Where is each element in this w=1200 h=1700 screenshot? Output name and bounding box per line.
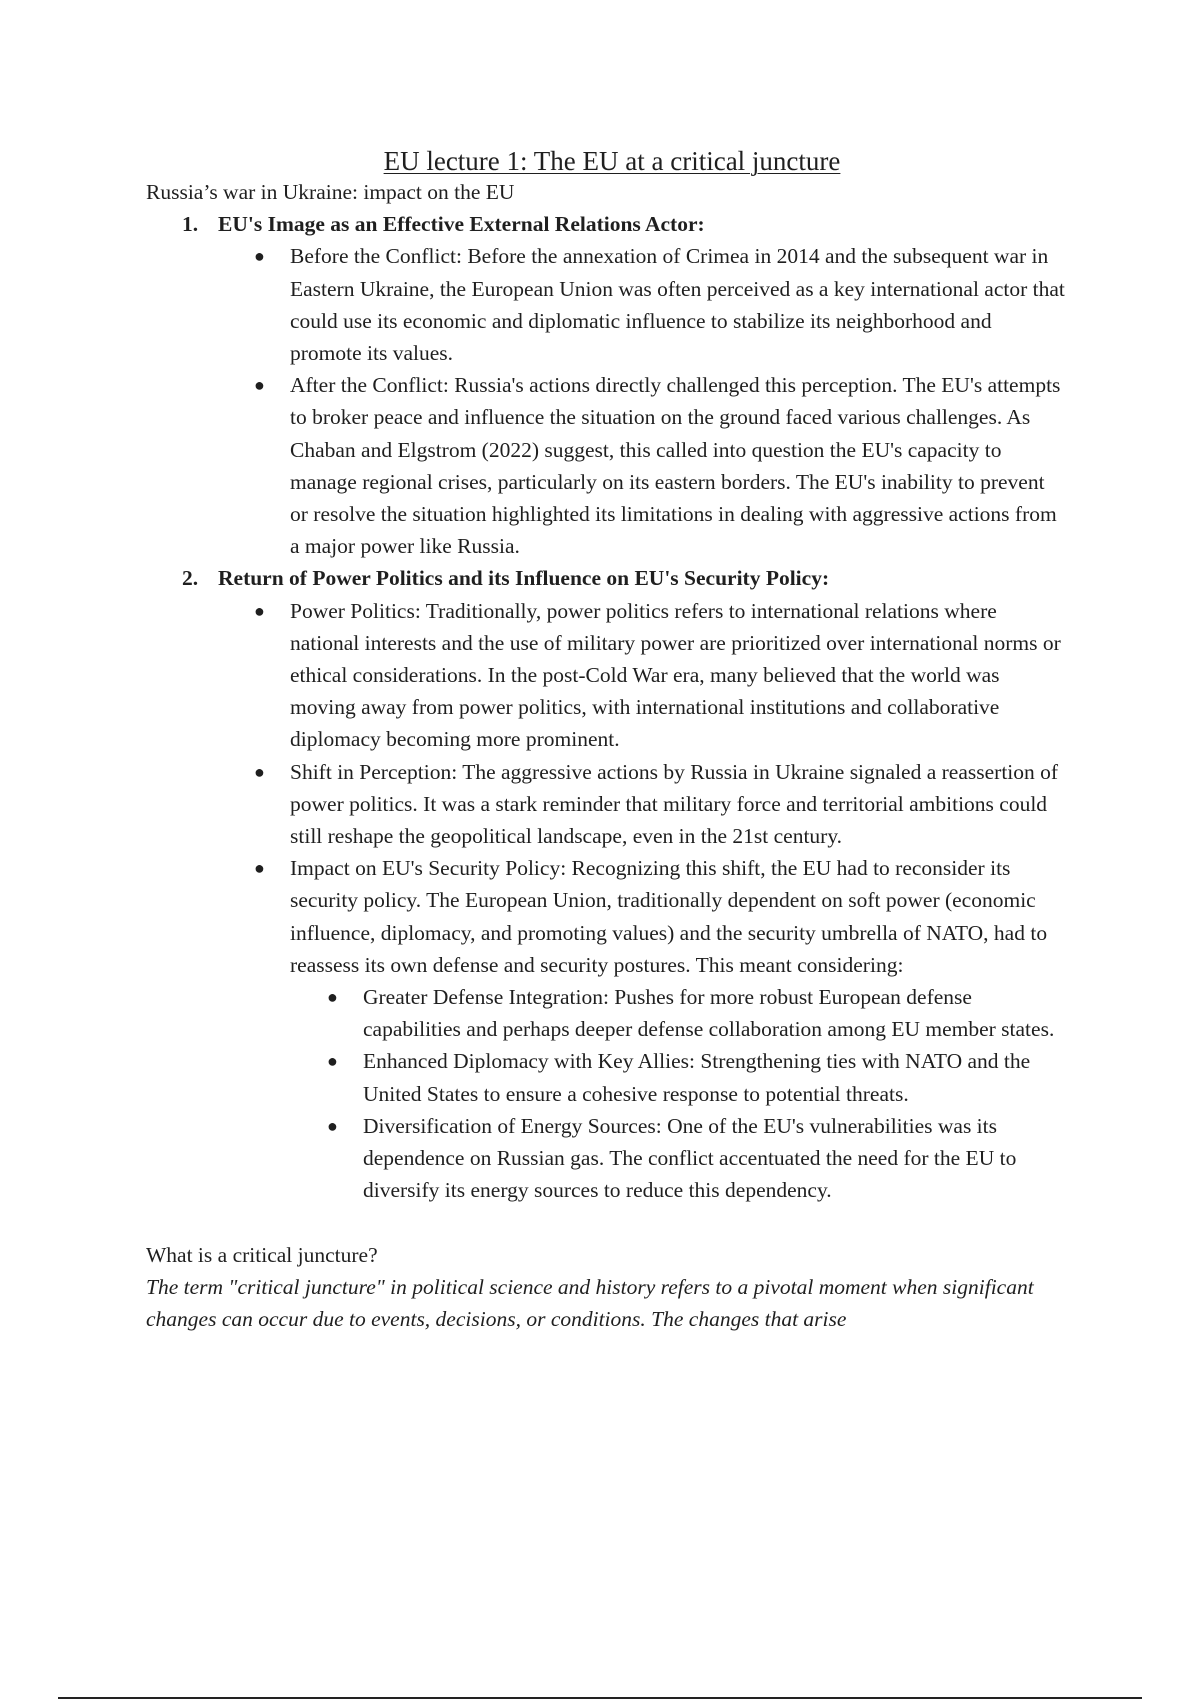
sub-list-item-text: Enhanced Diplomacy with Key Allies: Strengthening ties with NATO and the United States to ensure a cohesive response to potential threats. bbox=[363, 1049, 1031, 1106]
page-bottom-rule bbox=[58, 1697, 1142, 1699]
section-number: 2. bbox=[182, 566, 199, 591]
list-item-text: Impact on EU's Security Policy: Recognizing this shift, the EU had to reconsider its security policy. The European Union, traditionally dependent on soft power (economic influence, diplomacy, and promoting values) and the security umbrella of NATO, had to reassess its own defense and security postures. This meant considering: bbox=[290, 856, 1048, 977]
list-item bbox=[146, 595, 1066, 756]
section-number: 1. bbox=[182, 212, 199, 237]
section-heading-text: EU's Image as an Effective External Relations Actor: bbox=[218, 212, 705, 237]
page-title: EU lecture 1: The EU at a critical juncture bbox=[383, 146, 841, 176]
bullet-icon: ● bbox=[327, 1115, 338, 1136]
bullet-icon: ● bbox=[254, 375, 265, 396]
section-heading bbox=[146, 562, 1066, 594]
list-item bbox=[146, 756, 1066, 853]
sub-bullet-list bbox=[290, 981, 1066, 1206]
definition-text: The term "critical juncture" in political science and history refers to a pivotal moment when significant changes can occur due to events, decisions, or conditions. The changes that arise bbox=[146, 1274, 1034, 1331]
spacer bbox=[146, 1207, 1066, 1239]
sub-list-item-text: Greater Defense Integration: Pushes for more robust European defense capabilities and perhaps deeper defense collaboration among EU member states. bbox=[363, 985, 1055, 1042]
list-item-text: Before the Conflict: Before the annexation of Crimea in 2014 and the subsequent war in Eastern Ukraine, the European Union was often perceived as a key international actor that could use its economic and diplomatic influence to stabilize its neighborhood and promote its values. bbox=[290, 244, 1065, 366]
subtitle: Russia’s war in Ukraine: impact on the EU bbox=[146, 180, 515, 204]
bullet-icon: ● bbox=[327, 1051, 338, 1072]
bullet-icon: ● bbox=[254, 600, 265, 621]
sub-list-item bbox=[146, 1110, 1066, 1207]
bullet-icon: ● bbox=[327, 987, 338, 1008]
section-list bbox=[146, 208, 1066, 1206]
section-2 bbox=[146, 562, 1066, 1206]
document-page bbox=[146, 144, 1066, 1335]
list-item bbox=[146, 852, 1066, 1206]
sub-list-item bbox=[146, 1045, 1066, 1109]
section-heading bbox=[146, 208, 1066, 240]
bullet-icon: ● bbox=[254, 761, 265, 782]
bullet-icon: ● bbox=[254, 858, 265, 879]
sub-list-item-text: Diversification of Energy Sources: One of the EU's vulnerabilities was its dependence on Russian gas. The conflict accentuated the need for the EU to diversify its energy sources to reduce this dependency. bbox=[363, 1113, 1017, 1203]
section-heading-text: Return of Power Politics and its Influence on EU's Security Policy: bbox=[218, 566, 830, 591]
bullet-icon: ● bbox=[254, 246, 265, 267]
list-item bbox=[146, 240, 1066, 369]
list-item-text: After the Conflict: Russia's actions directly challenged this perception. The EU's attempts to broker peace and influence the situation on the ground faced various challenges. As Chaban and Elgstrom (2022) suggest, this called into question the EU's capacity to manage regional crises, particularly on its eastern borders. The EU's inability to prevent or resolve the situation highlighted its limitations in dealing with aggressive actions from a major power like Russia. bbox=[290, 373, 1061, 559]
list-item-text: Power Politics: Traditionally, power politics refers to international relations where national interests and the use of military power are prioritized over international norms or ethical considerations. In the post-Cold War era, many believed that the world was moving away from power politics, with international institutions and collaborative diplomacy becoming more prominent. bbox=[290, 598, 1061, 752]
list-item bbox=[146, 369, 1066, 562]
bullet-list bbox=[146, 595, 1066, 1207]
bullet-list bbox=[146, 240, 1066, 562]
list-item-text: Shift in Perception: The aggressive actions by Russia in Ukraine signaled a reassertion of power politics. It was a stark reminder that military force and territorial ambitions could still reshape the geopolitical landscape, even in the 21st century. bbox=[290, 759, 1059, 849]
sub-list-item bbox=[146, 981, 1066, 1045]
question-heading: What is a critical juncture? bbox=[146, 1242, 378, 1267]
section-1 bbox=[146, 208, 1066, 562]
